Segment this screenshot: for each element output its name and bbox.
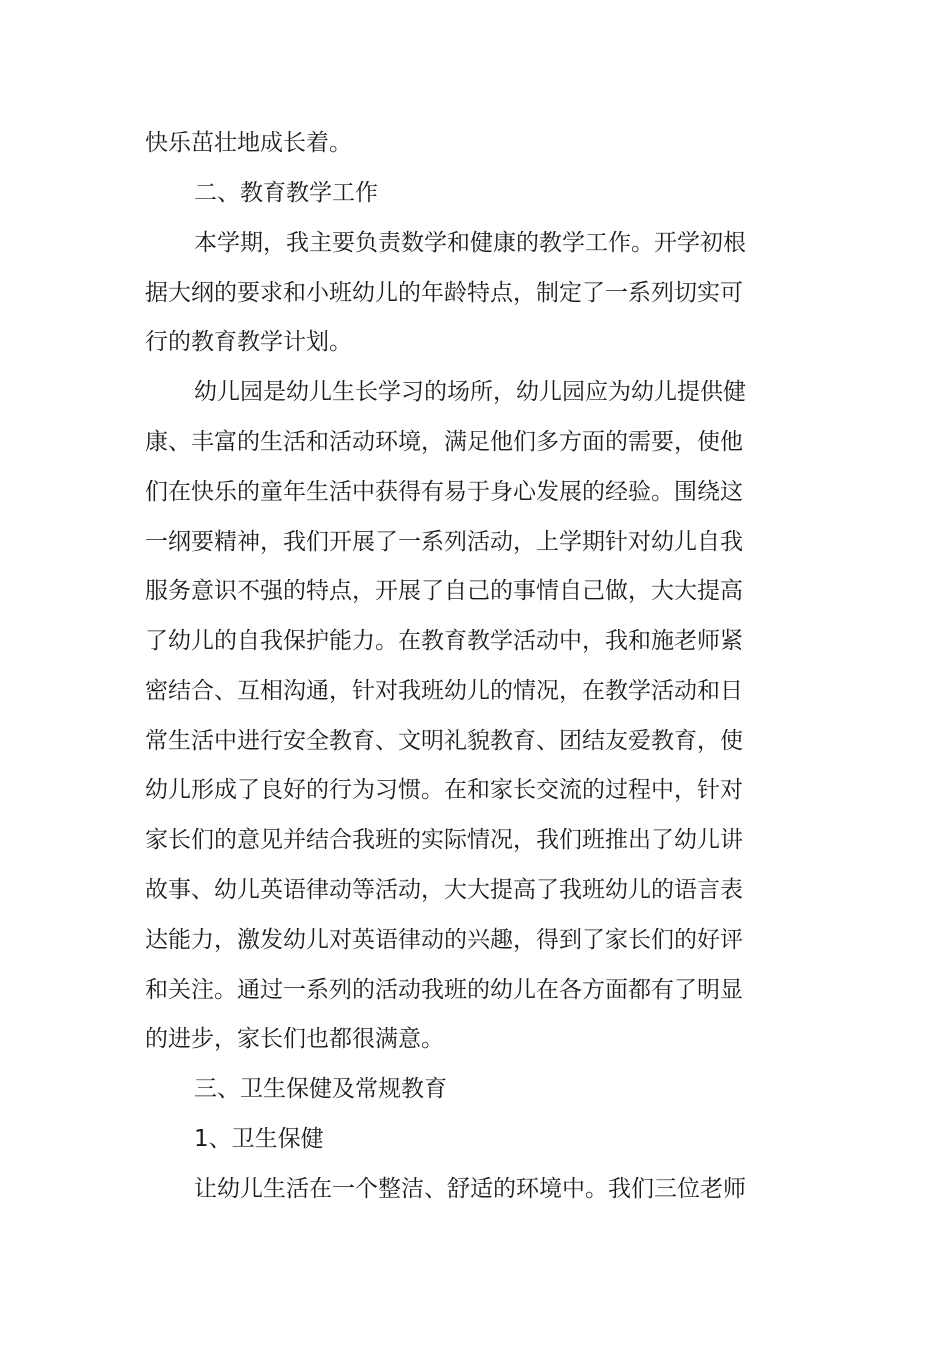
paragraph-line: 达能力，激发幼儿对英语律动的兴趣，得到了家长们的好评 (145, 927, 743, 953)
paragraph-line: 常生活中进行安全教育、文明礼貌教育、团结友爱教育，使 (145, 728, 743, 754)
paragraph-line: 幼儿园是幼儿生长学习的场所，幼儿园应为幼儿提供健 (194, 379, 746, 405)
paragraph-line: 了幼儿的自我保护能力。在教育教学活动中，我和施老师紧 (145, 628, 743, 654)
paragraph-line: 康、丰富的生活和活动环境，满足他们多方面的需要，使他 (145, 429, 743, 455)
paragraph-line: 让幼儿生活在一个整洁、舒适的环境中。我们三位老师 (194, 1176, 746, 1202)
paragraph-line: 故事、幼儿英语律动等活动，大大提高了我班幼儿的语言表 (145, 877, 743, 903)
paragraph-line: 本学期，我主要负责数学和健康的教学工作。开学初根 (194, 230, 746, 256)
section-heading-hygiene: 三、卫生保健及常规教育 (194, 1076, 447, 1102)
paragraph-line: 们在快乐的童年生活中获得有易于身心发展的经验。围绕这 (145, 479, 743, 505)
paragraph-line: 行的教育教学计划。 (145, 329, 352, 355)
paragraph-continuation-line: 快乐茁壮地成长着。 (145, 130, 352, 156)
paragraph-line: 密结合、互相沟通，针对我班幼儿的情况，在教学活动和日 (145, 678, 743, 704)
paragraph-line: 和关注。通过一系列的活动我班的幼儿在各方面都有了明显 (145, 977, 743, 1003)
paragraph-line: 的进步，家长们也都很满意。 (145, 1026, 444, 1052)
paragraph-line: 一纲要精神，我们开展了一系列活动，上学期针对幼儿自我 (145, 529, 743, 555)
paragraph-line: 据大纲的要求和小班幼儿的年龄特点，制定了一系列切实可 (145, 280, 743, 306)
subsection-heading-health-care: 1、卫生保健 (194, 1126, 324, 1152)
paragraph-line: 幼儿形成了良好的行为习惯。在和家长交流的过程中，针对 (145, 777, 743, 803)
section-heading-teaching: 二、教育教学工作 (194, 180, 378, 206)
paragraph-line: 服务意识不强的特点，开展了自己的事情自己做，大大提高 (145, 578, 743, 604)
paragraph-line: 家长们的意见并结合我班的实际情况，我们班推出了幼儿讲 (145, 827, 743, 853)
